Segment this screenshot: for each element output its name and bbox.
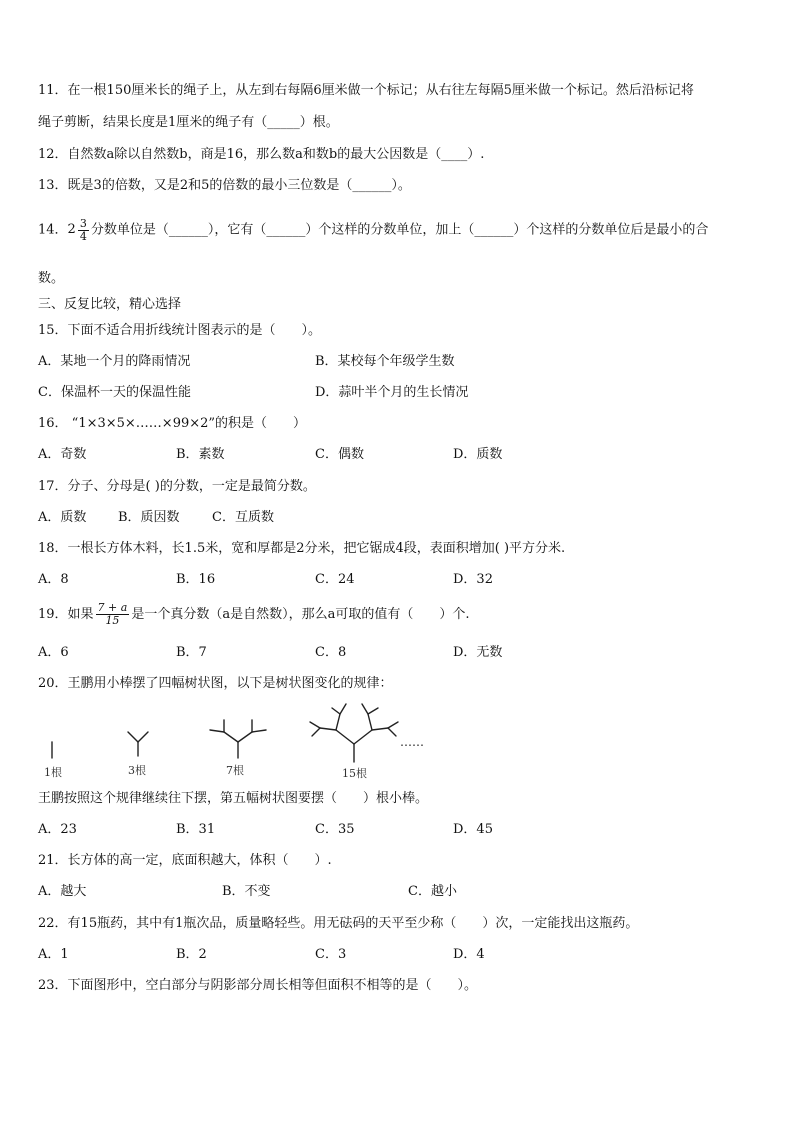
q14-fraction-numerator: 3 bbox=[79, 216, 87, 230]
tree-ellipsis: …… bbox=[400, 735, 424, 749]
q21-option-b[interactable]: B．不变 bbox=[222, 884, 271, 899]
q18-stem: 18．一根长方体木料，长1.5米，宽和厚都是2分米，把它锯成4段，表面积增加( )平方分米. bbox=[38, 541, 566, 556]
q16-option-d[interactable]: D．质数 bbox=[453, 447, 503, 462]
q12-stem: 12．自然数a除以自然数b，商是16，那么数a和数b的最大公因数是（____）. bbox=[38, 147, 485, 162]
q20-tree-figure bbox=[38, 698, 438, 780]
section-heading: 三、反复比较，精心选择 bbox=[38, 297, 182, 312]
q22-option-c[interactable]: C．3 bbox=[315, 947, 347, 962]
q18-option-a[interactable]: A．8 bbox=[38, 572, 69, 587]
q19-prefix: 19．如果 bbox=[38, 607, 94, 622]
q20-option-d[interactable]: D．45 bbox=[453, 822, 493, 837]
q16-option-a[interactable]: A．奇数 bbox=[38, 447, 87, 462]
q18-option-b[interactable]: B．16 bbox=[176, 572, 216, 587]
q15-option-c[interactable]: C．保温杯一天的保温性能 bbox=[38, 385, 191, 400]
q21-stem: 21．长方体的高一定，底面积越大，体积（ ）. bbox=[38, 853, 332, 868]
tree3 bbox=[210, 720, 266, 758]
q16-option-c[interactable]: C．偶数 bbox=[315, 447, 364, 462]
q19-rest: 是一个真分数（a是自然数），那么a可取的值有（ ）个. bbox=[131, 607, 470, 622]
q19-option-a[interactable]: A．6 bbox=[38, 645, 69, 660]
tree1-label: 1根 bbox=[44, 766, 62, 779]
q17-option-b[interactable]: B．质因数 bbox=[118, 510, 180, 525]
q15-option-d[interactable]: D．蒜叶半个月的生长情况 bbox=[315, 385, 469, 400]
q21-option-c[interactable]: C．越小 bbox=[408, 884, 457, 899]
q19-option-b[interactable]: B．7 bbox=[176, 645, 207, 660]
q20-stem: 20．王鹏用小棒摆了四幅树状图，以下是树状图变化的规律： bbox=[38, 676, 393, 691]
q22-stem: 22．有15瓶药，其中有1瓶次品，质量略轻些。用无砝码的天平至少称（ ）次，一定能找出这瓶药。 bbox=[38, 916, 639, 931]
q13-stem: 13．既是3的倍数，又是2和5的倍数的最小三位数是（______）。 bbox=[38, 178, 411, 193]
tree4-label: 15根 bbox=[342, 767, 367, 780]
tree4 bbox=[310, 704, 398, 762]
q14-prefix: 14． bbox=[38, 222, 68, 238]
q17-option-c[interactable]: C．互质数 bbox=[212, 510, 274, 525]
q14-fraction bbox=[78, 218, 89, 243]
tree3-label: 7根 bbox=[226, 764, 244, 777]
q19-fraction-numerator: 7 + a bbox=[97, 601, 128, 614]
q23-stem: 23．下面图形中，空白部分与阴影部分周长相等但面积不相等的是（ ）。 bbox=[38, 978, 478, 993]
q11-line1: 11．在一根150厘米长的绳子上，从左到右每隔6厘米做一个标记；从右往左每隔5厘米做一个标记。然后沿标记将 bbox=[38, 83, 694, 98]
q17-stem: 17．分子、分母是( )的分数，一定是最简分数。 bbox=[38, 479, 316, 494]
q19-fraction bbox=[96, 602, 130, 627]
q20-option-b[interactable]: B．31 bbox=[176, 822, 216, 837]
q18-option-d[interactable]: D．32 bbox=[453, 572, 493, 587]
q14-line2: 数。 bbox=[38, 271, 65, 286]
q22-option-b[interactable]: B．2 bbox=[176, 947, 207, 962]
q15-stem: 15．下面不适合用折线统计图表示的是（ ）。 bbox=[38, 323, 322, 338]
q14-fraction-denominator: 4 bbox=[79, 229, 87, 243]
q16-stem: 16． “1×3×5×……×99×2”的积是（ ） bbox=[38, 416, 307, 431]
q22-option-d[interactable]: D．4 bbox=[453, 947, 485, 962]
q18-option-c[interactable]: C．24 bbox=[315, 572, 355, 587]
q19-option-c[interactable]: C．8 bbox=[315, 645, 347, 660]
q16-option-b[interactable]: B．素数 bbox=[176, 447, 225, 462]
q15-option-a[interactable]: A．某地一个月的降雨情况 bbox=[38, 354, 191, 369]
q22-option-a[interactable]: A．1 bbox=[38, 947, 69, 962]
q21-option-a[interactable]: A．越大 bbox=[38, 884, 87, 899]
tree2 bbox=[128, 732, 148, 756]
q14-rest: 分数单位是（______），它有（______）个这样的分数单位，加上（______）个这样的分数单位后是最小的合 bbox=[90, 222, 709, 238]
q19-fraction-denominator: 15 bbox=[105, 614, 120, 627]
q14-mixed-whole: 2 bbox=[67, 222, 76, 237]
q17-option-a[interactable]: A．质数 bbox=[38, 510, 87, 525]
q20-option-a[interactable]: A．23 bbox=[38, 822, 77, 837]
q14-stem bbox=[38, 215, 708, 246]
q15-option-b[interactable]: B．某校每个年级学生数 bbox=[315, 354, 455, 369]
q19-stem bbox=[38, 598, 469, 632]
q20-option-c[interactable]: C．35 bbox=[315, 822, 355, 837]
q20-line2: 王鹏按照这个规律继续往下摆，第五幅树状图要摆（ ）根小棒。 bbox=[38, 791, 429, 806]
q11-line2: 绳子剪断，结果长度是1厘米的绳子有（_____）根。 bbox=[38, 115, 339, 130]
q19-option-d[interactable]: D．无数 bbox=[453, 645, 503, 660]
tree2-label: 3根 bbox=[128, 764, 146, 777]
